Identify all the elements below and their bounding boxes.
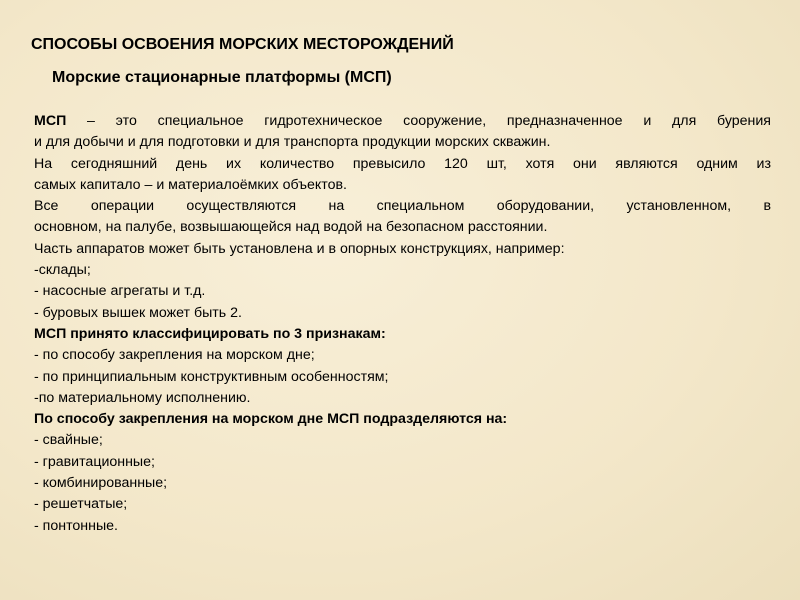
list-item: - гравитационные; <box>34 453 155 470</box>
text-line: Часть аппаратов может быть установлена и в опорных конструкциях, например: <box>34 240 565 257</box>
section-heading: МСП принято классифицировать по 3 признакам: <box>34 325 386 342</box>
text-line <box>34 111 771 132</box>
list-item: - решетчатые; <box>34 496 128 513</box>
list-item: - по принципиальным конструктивным особенностям; <box>34 368 389 385</box>
text-line: основном, на палубе, возвышающейся над водой на безопасном расстоянии. <box>34 219 548 236</box>
list-item: - свайные; <box>34 432 103 449</box>
text-span: – это специальное гидротехническое сооружение, предназначенное и для бурения <box>66 113 771 129</box>
list-item: - понтонные. <box>34 517 119 534</box>
text-line: и для добычи и для подготовки и для транспорта продукции морских скважин. <box>34 134 551 151</box>
slide-body <box>34 111 771 537</box>
section-heading: По способу закрепления на морском дне МСП подразделяются на: <box>34 411 508 428</box>
text-line: самых капитало – и материалоёмких объектов. <box>34 176 347 193</box>
list-item: -по материальному исполнению. <box>34 389 251 406</box>
list-item: - по способу закрепления на морском дне; <box>34 347 315 364</box>
list-item: - насосные агрегаты и т.д. <box>34 283 206 300</box>
text-line: Все операции осуществляются на специальном оборудовании, установленном, в <box>34 198 771 215</box>
slide-subtitle: Морские стационарные платформы (МСП) <box>52 69 392 86</box>
list-item: - буровых вышек может быть 2. <box>34 304 242 321</box>
list-item: -склады; <box>34 262 91 279</box>
list-item: - комбинированные; <box>34 475 168 492</box>
text-line: На сегодняшний день их количество превысило 120 шт, хотя они являются одним из <box>34 155 771 172</box>
msp-bold: МСП <box>34 113 67 129</box>
slide-title: СПОСОБЫ ОСВОЕНИЯ МОРСКИХ МЕСТОРОЖДЕНИЙ <box>31 36 454 53</box>
